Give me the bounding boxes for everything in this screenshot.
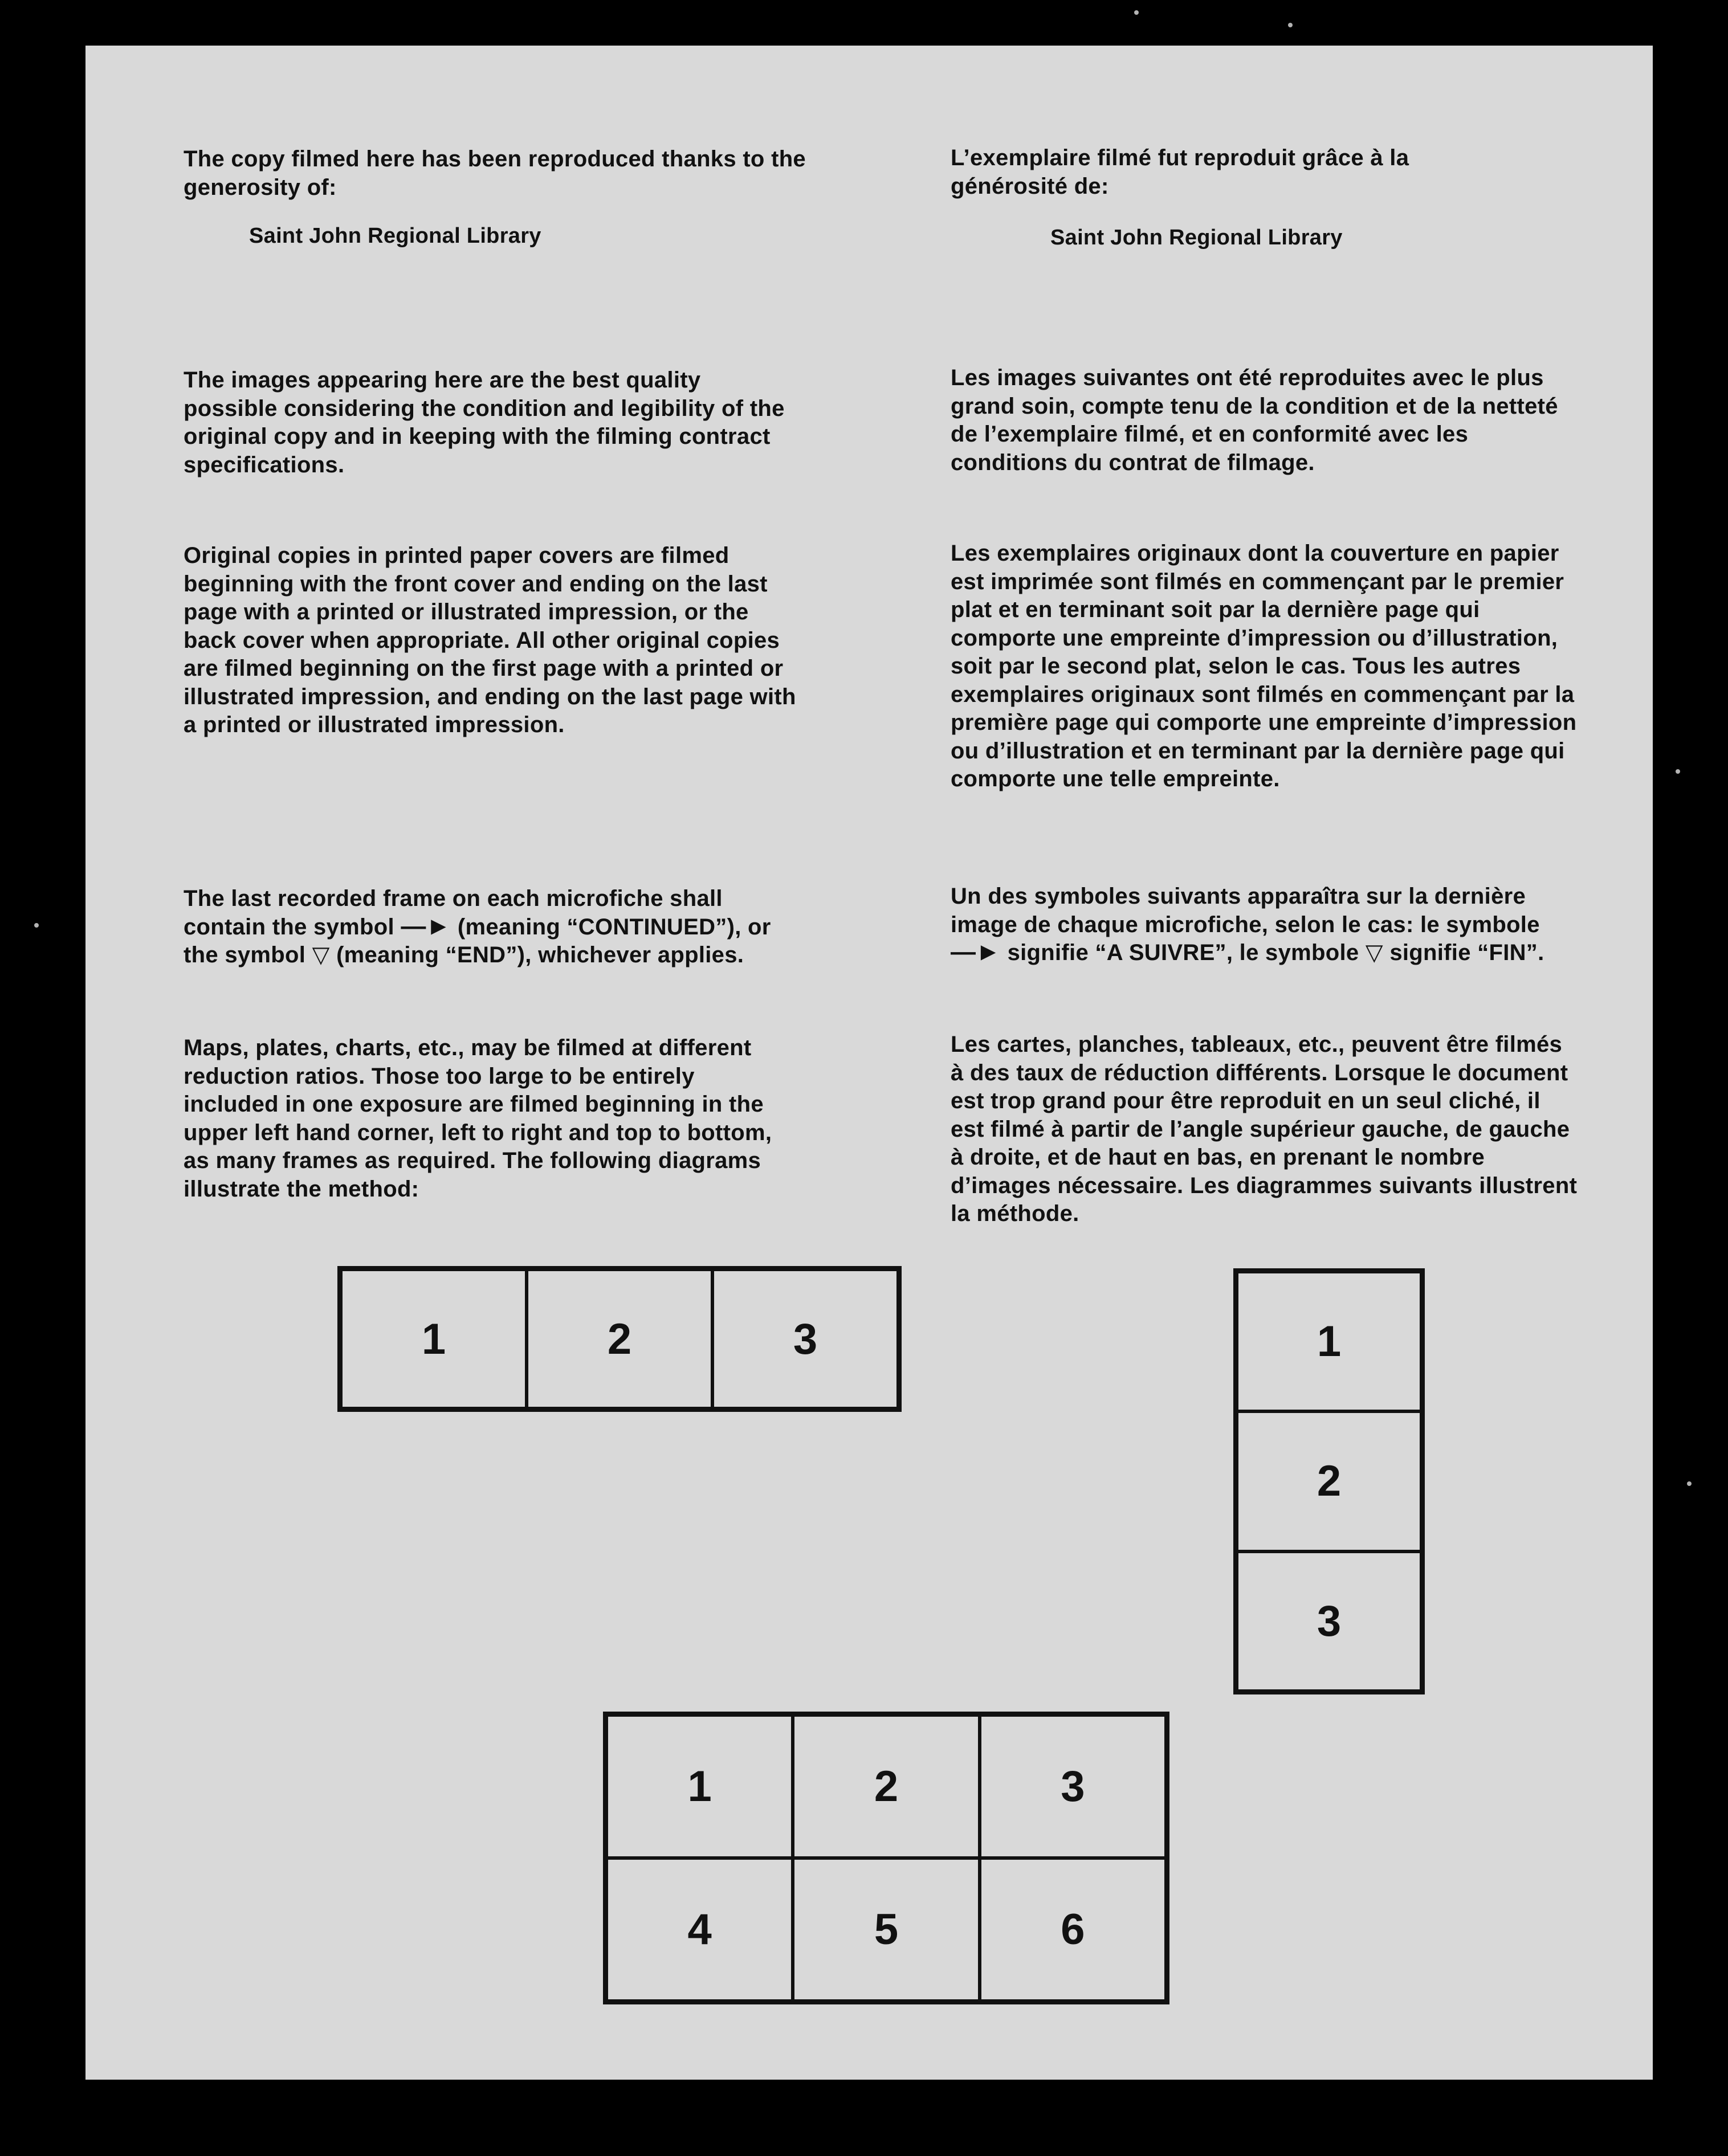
- french-symbols-text-3: signifie “FIN”.: [1389, 940, 1544, 965]
- frame-cell: 3: [712, 1269, 898, 1408]
- french-symbols-text-2: signifie “A SUIVRE”, le symbole: [1007, 940, 1359, 965]
- dust-speck: [1676, 769, 1680, 774]
- frame-cell: 2: [793, 1715, 979, 1858]
- diagram-vertical-column: [1233, 1268, 1425, 1694]
- continued-arrow-icon: —►: [401, 912, 451, 940]
- french-originals-paragraph: Les exemplaires originaux dont la couverture en papier est imprimée sont filmés en commençant par le premier plat et en terminant soit par la dernière page qui comporte une empreinte d’impression ou d’illustration, soit par le second plat, selon le cas. Tous les autres exemplaires originaux sont filmés en commençant par la première page qui comporte une empreinte d’impression ou d’illustration et en terminant par la dernière page qui comporte une telle empreinte.: [951, 541, 1577, 791]
- end-triangle-icon: ▽: [312, 942, 330, 967]
- fin-triangle-icon: ▽: [1365, 940, 1383, 965]
- english-symbols-text-2: (meaning “CONTINUED”), or the symbol: [184, 914, 771, 967]
- frame-cell: 4: [606, 1858, 793, 2001]
- diagram-horizontal-row: [337, 1266, 902, 1412]
- english-intro: The copy filmed here has been reproduced thanks to the generosity of:: [184, 146, 806, 200]
- suivre-arrow-icon: —►: [951, 938, 1001, 966]
- frame-cell: 2: [1237, 1411, 1421, 1551]
- french-symbols-paragraph: [951, 883, 1566, 967]
- english-maps-paragraph: Maps, plates, charts, etc., may be filmed at different reduction ratios. Those too large to be entirely included in one exposure are filmed beginning in the upper left hand corner, left to right and top to bottom, as many frames as required. The following diagrams illustrate the method:: [184, 1035, 772, 1202]
- french-library-name: Saint John Regional Library: [1050, 226, 1343, 250]
- frame-cell: 1: [341, 1269, 527, 1408]
- french-symbols-text-1: Un des symboles suivants apparaîtra sur la dernière image de chaque microfiche, selon le cas: le symbole: [951, 884, 1540, 937]
- english-symbols-text-3: (meaning “END”), whichever applies.: [336, 942, 744, 967]
- english-quality-paragraph: The images appearing here are the best quality possible considering the condition and legibility of the original copy and in keeping with the filming contract specifications.: [184, 368, 785, 477]
- frame-cell: 1: [606, 1715, 793, 1858]
- english-symbols-paragraph: [184, 885, 788, 970]
- french-quality-paragraph: Les images suivantes ont été reproduites avec le plus grand soin, compte tenu de la condition et de la netteté de l’exemplaire filmé, et en conformité avec les conditions du contrat de filmage.: [951, 365, 1558, 475]
- french-maps-paragraph: Les cartes, planches, tableaux, etc., peuvent être filmés à des taux de réduction différents. Lorsque le document est trop grand pour être reproduit en un seul cliché, il est filmé à partir de l’angle supérieur gauche, de gauche à droite, et de haut en bas, en prenant le nombre d’images nécessaire. Les diagrammes suivants illustrent la méthode.: [951, 1032, 1578, 1226]
- english-symbols-text-1: The last recorded frame on each microfiche shall contain the symbol: [184, 886, 723, 940]
- french-intro: L’exemplaire filmé fut reproduit grâce à la générosité de:: [951, 145, 1409, 199]
- english-library-name: Saint John Regional Library: [249, 224, 541, 248]
- dust-speck: [1288, 23, 1293, 27]
- frame-cell: 5: [793, 1858, 979, 2001]
- frame-cell: 2: [527, 1269, 712, 1408]
- dust-speck: [34, 923, 39, 928]
- english-originals-paragraph: Original copies in printed paper covers are filmed beginning with the front cover and ending on the last page with a printed or illustrated impression, or the back cover when appropriate. All other original copies are filmed beginning on the first page with a printed or illustrated impression, and ending on the last page with a printed or illustrated impression.: [184, 543, 796, 737]
- frame-cell: 3: [980, 1715, 1166, 1858]
- dust-speck: [1687, 1481, 1692, 1486]
- dust-speck: [1134, 10, 1139, 15]
- diagram-six-frame-grid: [603, 1712, 1169, 2004]
- frame-cell: 6: [980, 1858, 1166, 2001]
- frame-cell: 1: [1237, 1272, 1421, 1411]
- frame-cell: 3: [1237, 1551, 1421, 1691]
- microfiche-target-page: [85, 46, 1653, 2080]
